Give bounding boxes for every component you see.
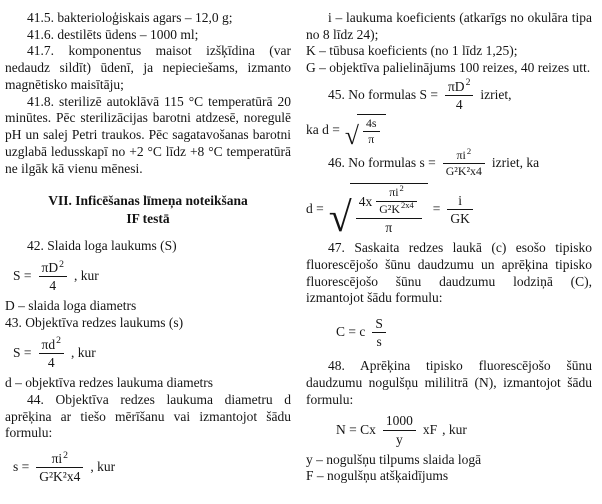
- paragraph-k-definition: K – tūbusa koeficients (no 1 līdz 1,25);: [306, 43, 518, 59]
- formula-45-line-2: [306, 114, 592, 150]
- paragraph-42: 42. Slaida loga laukums (S): [27, 238, 177, 254]
- paragraph-47: 47. Saskaita redzes laukā (c) esošo tipisko fluorescējošo šūnu daudzumu un aprēķina tipisko fluorescējošo šūnu daudzumu lodziņā (C), izmantojot šādu formulu:: [306, 240, 592, 306]
- superscript: 2: [466, 145, 472, 156]
- formula-lhs: N = Cx: [336, 421, 376, 437]
- formula-term: πd: [41, 336, 56, 352]
- fraction: [443, 145, 485, 179]
- paragraph-i-definition: i – laukuma koeficients (atkarīgs no okulāra tipa no 8 līdz 24);: [306, 10, 592, 42]
- paragraph-48: 48. Aprēķina tipisko fluorescējošo šūnu daudzumu nogulšņu mililitrā (N), izmantojot šādu formulu:: [306, 358, 592, 407]
- formula-term: πi: [456, 147, 466, 162]
- heading-line-2: IF testā: [126, 210, 170, 226]
- formula-term: 4x: [358, 193, 373, 209]
- paragraph-46: [306, 145, 592, 241]
- equals-sign: =: [432, 200, 441, 216]
- formula-lhs: C = c: [336, 324, 366, 340]
- formula-term: G²K: [379, 201, 400, 216]
- superscript: 2: [63, 449, 69, 461]
- formula-suffix: , kur: [90, 459, 116, 475]
- fraction-denominator: [376, 199, 417, 216]
- formula-lhs: d =: [306, 200, 324, 216]
- formula-43: [13, 337, 291, 370]
- fraction: [383, 413, 416, 446]
- paragraph-g-definition: G – objektīva palielinājums 100 reizes, 40 reizes utt.: [306, 60, 591, 76]
- formula-lhs: S =: [13, 268, 32, 284]
- paragraph-43-definition: d – objektīva redzes laukuma diametrs: [5, 375, 214, 391]
- formula-46: [306, 183, 592, 241]
- text-run: 46. No formulas s =: [328, 155, 436, 171]
- fraction-denominator: G²K²x4: [39, 469, 81, 485]
- formula-suffix: , kur: [70, 345, 96, 361]
- fraction-denominator: π: [385, 219, 393, 235]
- formula-42: [13, 260, 291, 293]
- paragraph-42-definition: D – slaida loga diametrs: [5, 298, 137, 314]
- paragraph-43: 43. Objektīva redzes laukums (s): [5, 315, 184, 331]
- fraction: [363, 117, 380, 147]
- fraction-numerator: 4s: [363, 117, 380, 132]
- fraction-denominator: π: [368, 132, 375, 147]
- fraction-denominator: GK: [450, 210, 470, 226]
- formula-term: πD: [447, 78, 465, 94]
- square-root: [328, 183, 428, 241]
- fraction-numerator: 1000: [383, 413, 416, 430]
- superscript: 2x4: [400, 199, 414, 210]
- formula-46-line-1: [306, 145, 592, 179]
- superscript: 2: [465, 77, 471, 89]
- fraction-denominator: y: [396, 431, 403, 447]
- left-column: [5, 10, 291, 489]
- formula-term: xF: [422, 421, 438, 437]
- paragraph-41-6: 41.6. destilēts ūdens – 1000 ml;: [27, 26, 199, 42]
- text-run: izriet, ka: [491, 155, 540, 171]
- section-heading: [23, 192, 273, 227]
- fraction: [445, 79, 473, 112]
- fraction: [356, 183, 422, 235]
- superscript: 2: [56, 335, 61, 347]
- formula-47: [336, 316, 592, 349]
- formula-suffix: , kur: [73, 268, 99, 284]
- formula-suffix: , kur: [442, 421, 467, 437]
- formula-lhs: s =: [13, 459, 30, 475]
- paragraph-45: [306, 77, 592, 150]
- formula-44: [13, 451, 291, 484]
- fraction-numerator: [445, 79, 473, 96]
- fraction-denominator: 4: [455, 97, 463, 113]
- sqrt-radicand: [350, 183, 428, 235]
- superscript: 2: [399, 183, 404, 194]
- fraction: [376, 183, 417, 216]
- sqrt-symbol: √: [328, 194, 352, 241]
- paragraph-44: 44. Objektīva redzes laukuma diametru d aprēķina ar tiešo mērīšanu vai izmantojot šādu formulu:: [5, 391, 291, 441]
- fraction-numerator: [39, 337, 64, 354]
- formula-term: πi: [51, 451, 63, 467]
- fraction-numerator: [39, 260, 67, 277]
- fraction-denominator: 4: [47, 354, 55, 370]
- fraction: [447, 193, 473, 226]
- fraction-denominator: 4: [49, 278, 57, 294]
- text-run: ka d =: [306, 122, 340, 138]
- fraction-numerator: i: [447, 193, 473, 210]
- fraction: [39, 337, 64, 370]
- fraction: [372, 316, 386, 349]
- paragraph-y-definition: y – nogulšņu tilpums slaida logā: [306, 451, 482, 467]
- fraction-numerator: [36, 451, 83, 468]
- square-root: [344, 114, 386, 150]
- fraction: [36, 451, 83, 484]
- formula-lhs: S =: [13, 345, 32, 361]
- formula-term: πi: [389, 185, 399, 200]
- formula-48: [336, 413, 592, 446]
- fraction-numerator: [356, 183, 422, 219]
- fraction-denominator: s: [376, 334, 382, 350]
- paragraph-41-8: 41.8. sterilizē autoklāvā 115 °C temperatūrā 20 minūtes. Pēc sterilizācijas barotni atdzesē, noregulē pH un salej Petri traukos. Pēc sagatavošanas barotni uzglabā ledusskapī no +2 °C līdz +8 °C temperatūrā ne ilgāk kā vienu mēnesi.: [5, 93, 291, 176]
- paragraph-41-5: 41.5. bakterioloģiskais agars – 12,0 g;: [27, 10, 233, 25]
- paragraph-41-7: 41.7. komponentus maisot izšķīdina (var nedaudz sildīt) ūdenī, ja nepieciešams, izmanto magnētisko maisītāju;: [5, 43, 291, 92]
- formula-45-line-1: [306, 79, 592, 112]
- superscript: 2: [59, 258, 64, 270]
- fraction: [39, 260, 67, 293]
- right-column: [306, 10, 592, 489]
- fraction-denominator: G²K²x4: [445, 164, 482, 179]
- heading-line-1: VII. Inficēšanas līmeņa noteikšana: [48, 193, 248, 209]
- fraction-numerator: S: [372, 316, 386, 333]
- formula-term: πD: [41, 260, 59, 276]
- text-run: 45. No formulas S =: [328, 87, 438, 103]
- text-run: izriet,: [480, 87, 512, 103]
- paragraph-f-definition: F – nogulšņu atšķaidījums: [306, 468, 449, 484]
- sqrt-radicand: [357, 114, 386, 147]
- sqrt-symbol: √: [344, 120, 359, 150]
- fraction-numerator: [443, 145, 485, 164]
